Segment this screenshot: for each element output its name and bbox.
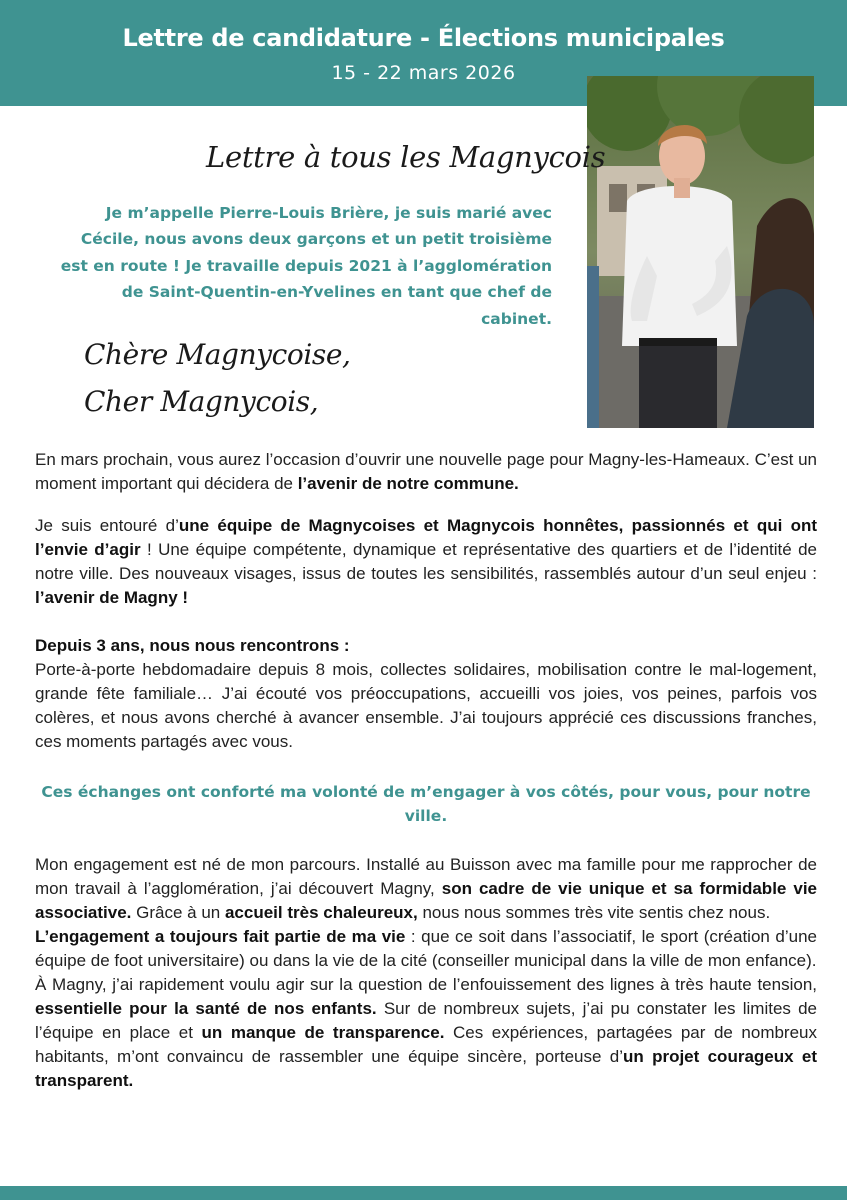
p2-bold-2: l’avenir de Magny ! xyxy=(35,588,189,607)
header-dates: 15 - 22 mars 2026 xyxy=(331,62,516,84)
p2-bold-1: une équipe de Magnycoises et Magnycois honnêtes, passionnés et qui ont l’envie d’agir xyxy=(35,516,818,559)
header-title: Lettre de candidature - Élections municipales xyxy=(122,24,725,52)
p2-text-2: ! Une équipe compétente, dynamique et représentative des quartiers et de l’identité de notre ville. Des nouveaux visages, issus de toutes les sensibilités, rassemblés autour d’un seul enjeu : xyxy=(35,540,817,583)
greeting-line-2: Cher Magnycois, xyxy=(84,385,319,418)
p4-text-3: nous nous sommes très vite sentis chez nous. xyxy=(417,903,771,922)
p6-bold-1: essentielle pour la santé de nos enfants. xyxy=(35,999,377,1018)
p6-bold-2: un manque de transparence. xyxy=(201,1023,445,1042)
p4-bold-1: son cadre de vie unique et sa formidable vie associative. xyxy=(35,879,817,922)
p1-bold: l’avenir de notre commune. xyxy=(297,474,519,493)
callout-statement: Ces échanges ont conforté ma volonté de m’engager à vos côtés, pour vous, pour notre ville. xyxy=(41,783,811,825)
letter-title: Lettre à tous les Magnycois xyxy=(206,140,606,174)
paragraph-1 xyxy=(35,448,817,496)
paragraph-2 xyxy=(35,514,817,610)
p6-bold-3: un projet courageux et transparent. xyxy=(35,1047,818,1090)
candidate-photo-illustration xyxy=(587,76,814,428)
p2-text-1: Je suis entouré d’ xyxy=(35,516,179,535)
paragraph-4 xyxy=(35,853,817,1093)
footer-bar xyxy=(0,1186,847,1200)
p5-text: : que ce soit dans l’associatif, le sport (création d’une équipe de foot universitaire) ou dans la vie de la cité (conseiller municipal dans la ville de mon enfance). xyxy=(35,927,817,970)
p6-text-3: Ces expériences, partagées par de nombreux habitants, m’ont convaincu de rassembler une équipe sincère, porteuse d’ xyxy=(35,1023,818,1066)
p6-text-2: Sur de nombreux sujets, j’ai pu constater les limites de l’équipe en place et xyxy=(35,999,817,1042)
p3-text: Porte-à-porte hebdomadaire depuis 8 mois, collectes solidaires, mobilisation contre le mal-logement, grande fête familiale… J’ai écouté vos préoccupations, accueilli vos joies, vos peines, parfois vos colères, et nous avons cherché à avancer ensemble. J’ai toujours apprécié ces discussions franches, ces moments partagés avec vous. xyxy=(35,660,817,751)
candidate-introduction: Je m’appelle Pierre-Louis Brière, je suis marié avec Cécile, nous avons deux garçons et un petit troisième est en route ! Je travaille depuis 2021 à l’agglomération de Saint-Quentin-en-Yvelines en tant que chef de cabinet. xyxy=(60,204,552,328)
p1-text: En mars prochain, vous aurez l’occasion d’ouvrir une nouvelle page pour Magny-les-Hameaux. C’est un moment important qui décidera de xyxy=(35,450,817,493)
p4-bold-2: accueil très chaleureux, xyxy=(224,903,418,922)
p5-bold: L’engagement a toujours fait partie de ma vie xyxy=(35,927,406,946)
candidate-photo xyxy=(587,76,814,428)
p4-text-1: Mon engagement est né de mon parcours. Installé au Buisson avec ma famille pour me rapprocher de mon travail à l’agglomération, j’ai découvert Magny, xyxy=(35,855,817,898)
p6-text-1: À Magny, j’ai rapidement voulu agir sur la question de l’enfouissement des lignes à très haute tension, xyxy=(35,975,817,994)
p3-heading: Depuis 3 ans, nous nous rencontrons : xyxy=(35,636,350,655)
p4-text-2: Grâce à un xyxy=(131,903,225,922)
greeting-line-1: Chère Magnycoise, xyxy=(84,338,351,371)
paragraph-3 xyxy=(35,634,817,754)
